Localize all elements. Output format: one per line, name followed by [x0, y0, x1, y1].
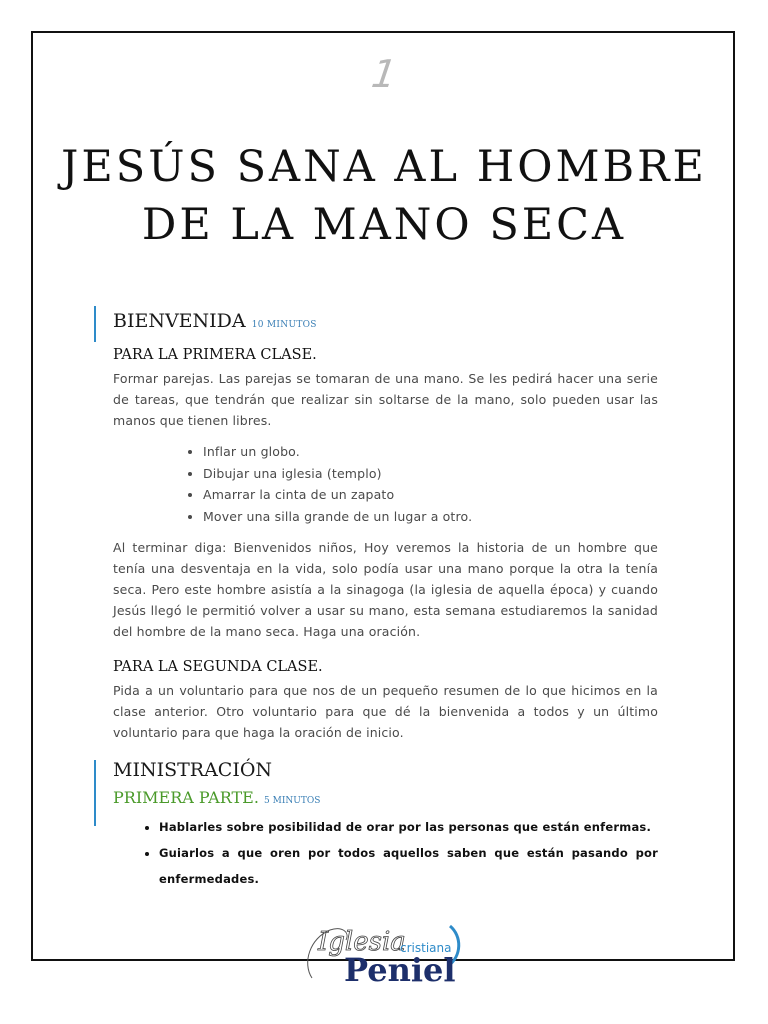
segunda-clase-heading: PARA LA SEGUNDA CLASE. [113, 659, 323, 675]
church-logo [300, 908, 470, 990]
list-item: • Hablarles sobre posibilidad de orar por las personas que están enfermas. [159, 814, 658, 840]
document-body [113, 308, 658, 892]
primera-clase-closing: Al terminar diga: Bienvenidos niños, Hoy veremos la historia de un hombre que tenía una desventaja en la vida, solo podía usar una mano porque la otra la tenía seca. Pero este hombre asistía a la sinagoga (la iglesia de aquella época) y cuando Jesús llegó le permitió volver a usar su mano, esta semana estudiaremos la sanidad del hombre de la mano seca. Haga una oración. [113, 540, 658, 639]
list-item: • Guiarlos a que oren por todos aquellos saben que están pasando por enfermedades. [159, 840, 658, 892]
bienvenida-minutes: 10 MINUTOS [251, 320, 317, 330]
primera-parte-minutes: 5 MINUTOS [264, 796, 321, 806]
primera-parte-heading [113, 787, 658, 812]
page-number: 1 [368, 52, 400, 96]
list-item: • Mover una silla grande de un lugar a otro. [203, 506, 658, 528]
primera-clase-intro: Formar parejas. Las parejas se tomaran de una mano. Se les pedirá hacer una serie de tareas, que tendrán que realizar sin soltarse de la mano, solo pueden usar las manos que tienen libres. [113, 371, 658, 428]
list-item: • Dibujar una iglesia (templo) [203, 463, 658, 485]
section-heading-bienvenida [113, 308, 658, 338]
segunda-clase-text: Pida a un voluntario para que nos de un pequeño resumen de lo que hicimos en la clase anterior. Otro voluntario para que dé la bienvenida a todos y un último voluntario para que haga la oración de inicio. [113, 683, 658, 740]
list-item: • Inflar un globo. [203, 441, 658, 463]
primera-clase-heading: PARA LA PRIMERA CLASE. [113, 347, 317, 363]
ministracion-title: MINISTRACIÓN [113, 759, 273, 781]
bienvenida-title: BIENVENIDA [113, 310, 246, 332]
task-list [113, 441, 658, 527]
page-title: JESÚS SANA AL HOMBRE DE LA MANO SECA [61, 142, 707, 250]
logo-word-iglesia: Iglesia [318, 927, 406, 957]
section-bar-ministracion [94, 760, 96, 826]
section-heading-ministracion [113, 757, 658, 783]
list-item: • Amarrar la cinta de un zapato [203, 484, 658, 506]
primera-parte-title: PRIMERA PARTE. [113, 788, 259, 807]
logo-word-peniel: Peniel [344, 951, 456, 989]
ministracion-list [113, 814, 658, 892]
section-bar-bienvenida [94, 306, 96, 342]
logo-word-cristiana: cristiana [400, 941, 452, 955]
